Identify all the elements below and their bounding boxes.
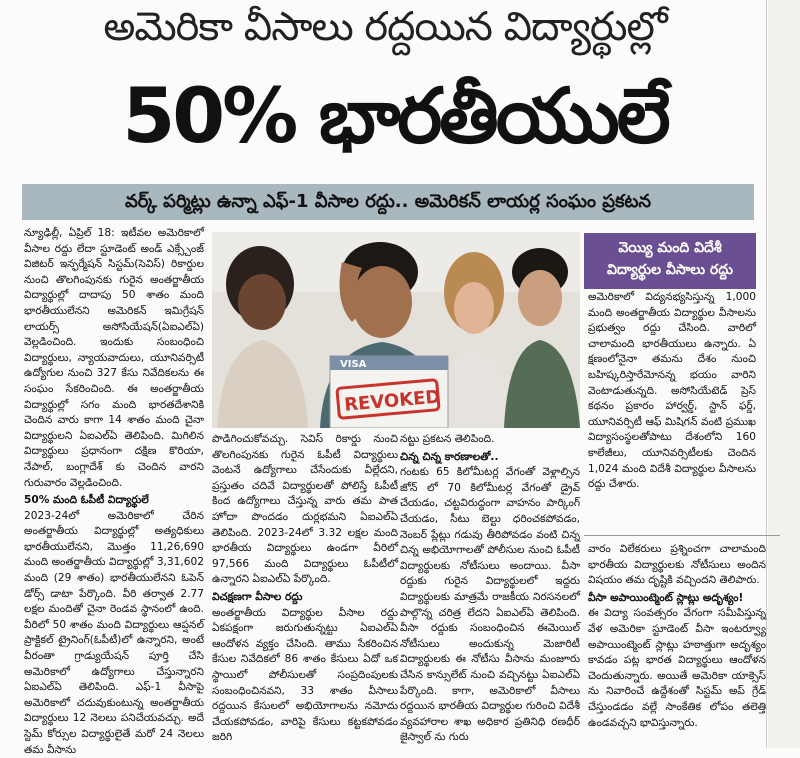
sidebar-headline-box [584,233,756,289]
paragraph: అమెరికాలో విద్యనభ్యసిస్తున్న 1,000 మంది అంతర్జాతీయ విద్యార్థుల వీసాలను ప్రభుత్వం రద్దు చేసింది. వారిలో చాలామంది భారతీయులు ఉన్నారు. ఏ క్షణంలోనైనా తమను దేశం నుంచి బహిష్కరిస్తారేమోనన్న భయం వారిని వెంటాడుతున్నది. అసోసియేటెడ్ ప్రెస్ కథనం ప్రకారం హార్వర్డ్, స్టాన్ ఫర్డ్, యూనివర్సిటీ ఆఫ్ మిషిగన్ వంటి ప్రముఖ విద్యాసంస్థలతోపాటు దేశంలోని 160 కాలేజీలు, యూనివర్సిటీలకు చెందిన 1,024 మంది విదేశీ విద్యార్థుల వీసాలను రద్దు చేశారు. [588,291,756,491]
paragraph: వారం విలేకరులు ప్రశ్నించగా చాలామంది భారతీయ విద్యార్థులకు నోటీసులు అందిన విషయం తమ దృష్టికి వచ్చిందని తెలిపారు. [588,543,766,587]
paragraph: 2023-24లో అమెరికాలో చేరిన అంతర్జాతీయ విద్యార్థుల్లో అత్యధికులు భారతీయులేనని, మొత్తం 11,26,690 మంది అంతర్జాతీయ విద్యార్థుల్లో 3,31,602 మంది (29 శాతం) భారతీయులేనని ఓపెన్ డోర్స్ డాటా పేర్కొంది. వీరి తర్వాత 2.77 లక్షల మందితో చైనా రెండవ స్థానంలో ఉంది. వీరిలో 50 శాతం మంది విద్యార్థులు ఆప్షనల్ ప్రాక్టికల్ ట్రైనింగ్(ఓపీటీ)లో ఉన్నారని, అంటే వీరంతా గ్రాడ్యుయేషన్ పూర్తి చేసి అమెరికాలో ఉద్యోగాలు చేస్తున్నారని ఏఐఎల్ఏ తెలిపింది. ఎఫ్-1 వీసాపై అమెరికాలో చదువుకుంటున్న అంతర్జాతీయ విద్యార్థులు 12 నెలలు పనిచేయవచ్చు. అదే స్టెమ్ కోర్సుల విద్యార్థులైతే మరో 24 నెలలు తమ వీసాను [24,509,204,756]
article-column-3 [400,432,580,746]
paragraph: పొడిగించుకోవచ్చు. సెవిస్ రికార్డు నుంచి తొలగింపునకు గురైన ఓపీటీ విద్యార్థులు వెంటనే ఉద్యోగాలు చేసేందుకు వీల్లేదని, ప్రస్తుతం చదివే విద్యార్థులతో పోలిస్తే ఓపీటీ కింద ఉద్యోగాలు చేస్తున్న వారు తమ పాత హోదా పొందడం దుర్లభమని ఏఐఎల్ఏ తెలిపింది. 2023-24లో 3.32 లక్షల మంది భారతీయ విద్యార్థులు ఉండగా వీరిలో 97,566 మంది విద్యార్థులు ఓపీటీలో ఉన్నారని ఏఐఎల్ఏ పేర్కొంది. [212,433,398,586]
sidebar-article [588,290,756,493]
article-photo [212,232,580,428]
kicker-headline: అమెరికా వీసాలు రద్దయిన విద్యార్థుల్లో [103,4,667,50]
section-heading: వీసా అపాయింట్మెంట్ స్లాట్లు అదృశ్యం! [588,591,744,604]
section-heading: 50% మంది ఓపీటీ విద్యార్థులే [24,494,149,507]
paragraph: నట్టు ప్రకటన తెలిపింది. [400,433,495,445]
main-headline: 50% భారతీయులే [122,71,668,160]
paragraph: న్యూఢిల్లీ, ఏప్రిల్ 18: ఇటీవల అమెరికాలో వీసాల రద్దు లేదా స్టూడెంట్ అండ్ ఎక్స్చేంజ్ విజిటర్ ఇన్ఫర్మేషన్ సిస్టమ్(సెవిస్) రికార్డుల నుంచి తొలగింపునకు గురైన అంతర్జాతీయ విద్యార్థుల్లో దాదాపు 50 శాతం మంది భారతీయులేనని అమెరికన్ ఇమిగ్రేషన్ లాయర్స్ అసోసియేషన్(ఏఐఎల్ఏ) వెల్లడించింది. ఇందుకు సంబంధించి విద్యార్థులు, న్యాయవాదులు, యూనివర్సిటీ ఉద్యోగుల నుంచి 327 కేసు నివేదికలను ఈ సంఘం సేకరించింది. ఈ అంతర్జాతీయ విద్యార్థుల్లో సగం మంది భారతదేశానికి చెందిన వారు కాగా 14 శాతం మంది చైనా విద్యార్థులని ఏఐఎల్ఏ తెలిపింది. మిగిలిన విద్యార్థులు ప్రధానంగా దక్షిణ కొరియా, నేపాల్, బంగ్లాదేశ్ కు చెందిన వారని గురువారం వెల్లడించింది. [24,227,204,489]
article-column-1 [24,226,204,758]
section-heading: చిన్న చిన్న కారణాలతో.. [400,450,499,463]
visa-label: VISA [340,359,367,370]
paragraph: గంటకు 65 కిలోమీటర్ల వేగంతో వెళ్లాల్సిన జోన్ లో 70 కిలోమీటర్ల వేగంతో డ్రైవ్ చేయడం, చట్టవిరుద్ధంగా వాహనం పార్కింగ్ చేయడం, సీటు బెల్టు ధరించకపోవడం, నెంబర్ ప్లేట్లు గడువు తీరిపోవడం వంటి చిన్న చిన్న అభియోగాలతో పోలీసుల నుంచి ఓపీటీ విద్యార్థులకు నోటీసులు అందాయి. వీసా రద్దుకు గురైన విద్యార్థులలో ఇద్దరు విద్యార్థులకు మాత్రమే రాజకీయ నిరసనలలో పాల్గొన్న చరిత్ర లేదని ఏఐఎల్ఏ తెలిపింది. వీసా రద్దుకు సంబంధించిన ఈమెయిల్ నోటీసులు అందుకున్న మెజారిటీ విద్యార్థులకు ఈ నోటీసు వీసాను మంజూరు చేసిన కాన్సులేట్ నుంచి వచ్చినట్టు ఏఐఎల్ఏ పేర్కొంది. కాగా, అమెరికాలో వీసాలు రద్దయిన భారతీయ విద్యార్థుల గురించి విదేశీ వ్యవహారాల శాఖ అధికార ప్రతినిధి రణధీర్ జైస్వాల్ ను గురు [400,466,580,744]
sidebox-line-2: విద్యార్థుల వీసాలు రద్దు [607,262,733,278]
section-heading: విచక్షణగా వీసాల రద్దు [212,590,303,603]
article-column-5 [588,542,766,731]
article-column-2 [212,432,398,746]
paragraph: అంతర్జాతీయ విద్యార్థుల వీసాల రద్దు ఏకపక్షంగా జరుగుతున్నట్టు ఏఐఎల్ఏ ఆందోళన వ్యక్తం చేసింది. తాము సేకరించిన కేసుల నివేదికలో 86 శాతం కేసులు ఏదో ఒక స్థాయిలో పోలీసులతో సంప్రదింపులకు సంబంధించినవని, 33 శాతం వీసాలు రద్దయిన కేసులలో అభియోగాలను నమోదు చేయకపోవడం, వారిపై కేసులు కట్టకపోవడం జరిగి [212,606,398,744]
section-divider [584,535,780,536]
paragraph: ఈ విద్యా సంవత్సరం వేగంగా సమీపిస్తున్న వేళ అమెరికా స్టూడెంట్ వీసా ఇంటర్వ్యూ అపాయింట్మెంట్ స్లాట్లు హఠాత్తుగా అదృశ్యం కావడం పట్ల భారత విద్యార్థులు ఆందోళన చెందుతున్నారు. అయితే అమెరికా యాక్సెస్ ను నివారించే ఉద్దేశంతో సిస్టమ్ అప్ గ్రేడ్ చేస్తుండడం వల్లే సాంకేతిక లోపం తలెత్తి ఉండవచ్చని భావిస్తున్నారు. [588,607,766,729]
adjacent-column-strip [768,0,800,748]
sidebox-line-1: వెయ్యి మంది విదేశీ [618,240,722,256]
revoked-stamp: REVOKED [343,386,442,416]
subheadline-bar: వర్క్ పర్మిట్లు ఉన్నా ఎఫ్-1 వీసాల రద్దు.. అమెరికన్ లాయర్ల సంఘం ప్రకటన [22,184,754,220]
students-photo-illustration [212,232,580,428]
